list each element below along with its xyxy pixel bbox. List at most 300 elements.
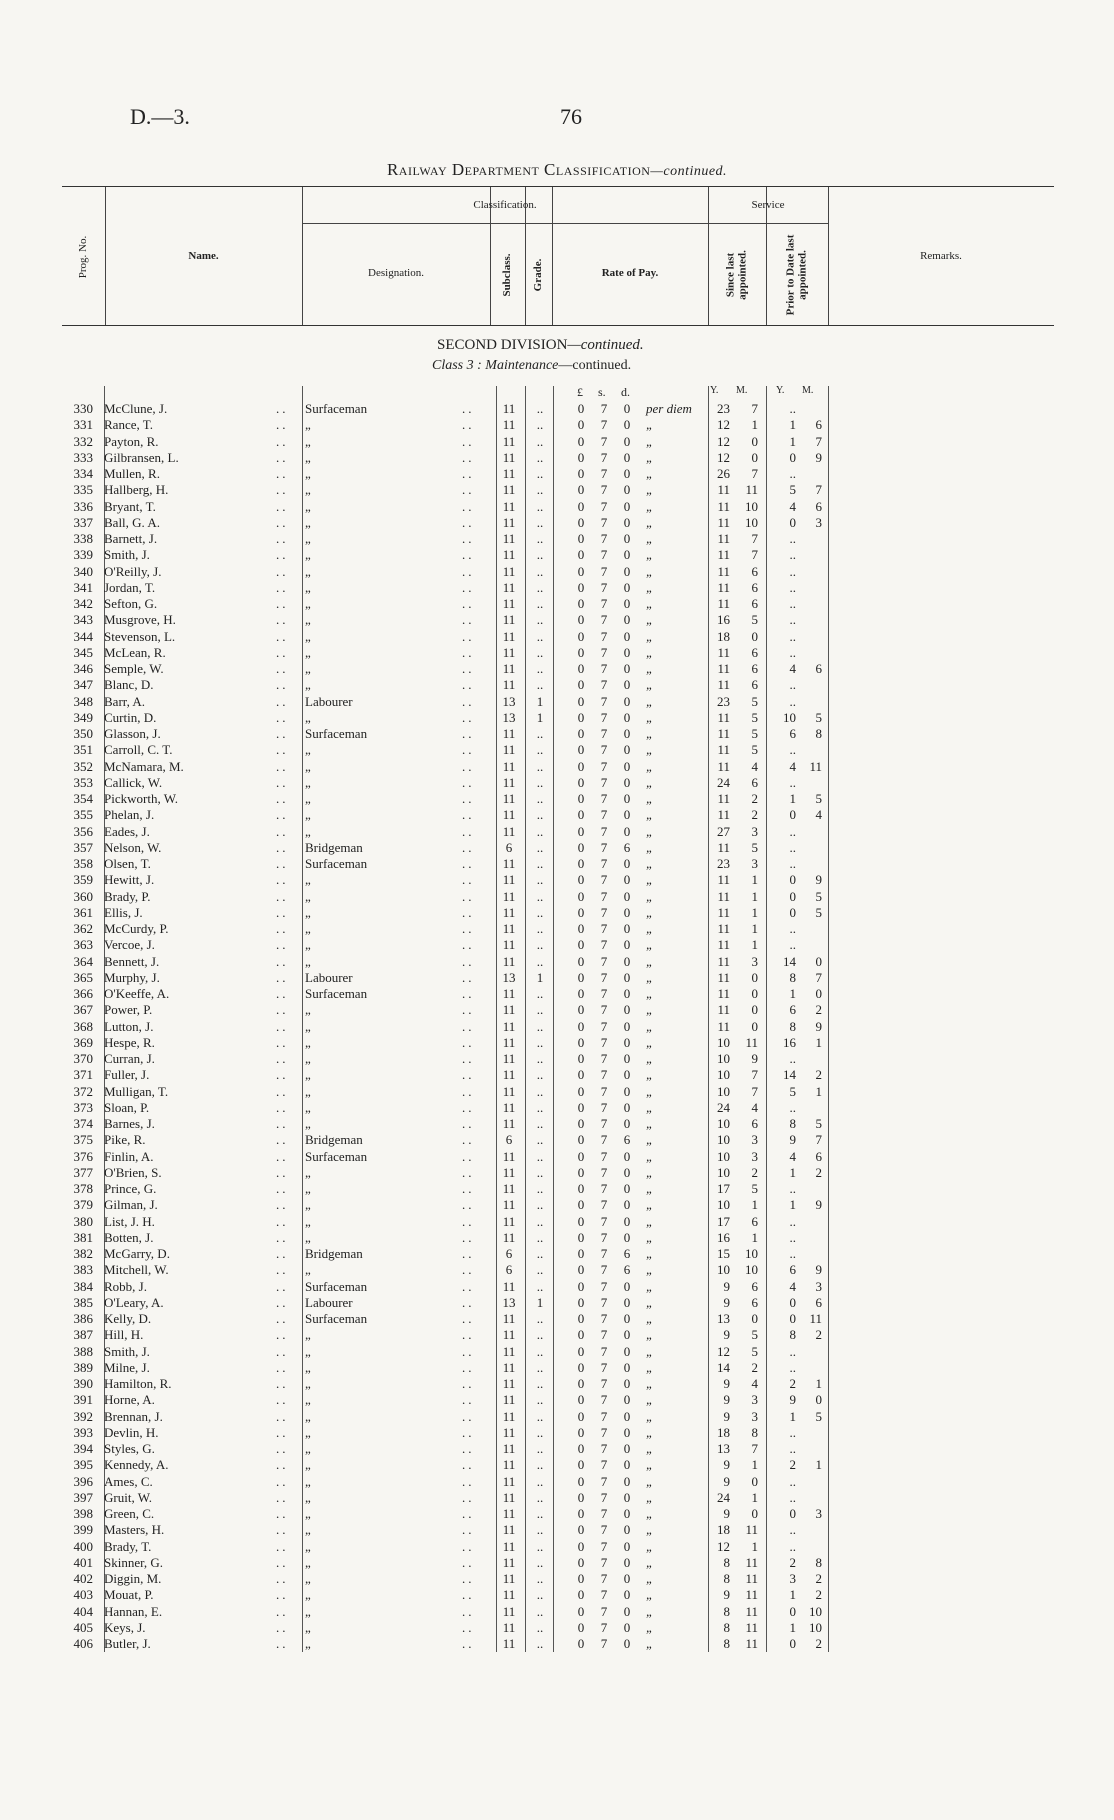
table-row	[0, 612, 1114, 628]
leader-dots: ..	[462, 693, 475, 709]
since-years: 11	[717, 726, 730, 741]
employee-name: Sefton, G.	[104, 596, 158, 611]
since-months: 5	[751, 709, 758, 725]
grade: ..	[536, 888, 544, 904]
grade: 1	[536, 969, 544, 985]
prior-years: ..	[789, 1181, 796, 1196]
subclass: 11	[502, 1489, 516, 1505]
subclass: 11	[502, 823, 516, 839]
grade: ..	[536, 1148, 544, 1164]
leader-dots: ..	[276, 823, 289, 839]
designation: „	[305, 1018, 311, 1034]
designation: „	[305, 677, 311, 693]
subclass: 11	[502, 612, 516, 628]
since-months: 3	[751, 1148, 758, 1164]
pay-pounds: 0	[577, 1051, 585, 1066]
designation: „	[305, 937, 311, 953]
prior-months: 4	[815, 807, 822, 823]
pay-note: „	[646, 644, 654, 660]
pay-shillings: 7	[600, 1522, 608, 1538]
pay-note: „	[646, 547, 654, 563]
prior-years: ..	[789, 856, 796, 871]
prior-months: 6	[815, 498, 822, 514]
pay-pence: 0	[623, 1116, 631, 1131]
pay-pence: 0	[623, 791, 631, 806]
prog-no: 385	[73, 1294, 93, 1310]
designation: „	[305, 1619, 311, 1635]
grade: ..	[536, 596, 544, 611]
designation: „	[305, 563, 311, 579]
pay-note: „	[646, 1522, 654, 1538]
title-suffix: —continued.	[650, 164, 728, 179]
pay-pounds: 0	[577, 839, 585, 855]
pay-pence: 0	[623, 1376, 631, 1391]
since-years: 11	[717, 986, 730, 1001]
leader-dots: ..	[462, 1181, 475, 1196]
prog-no: 397	[73, 1489, 93, 1505]
subclass: 13	[502, 709, 516, 725]
subclass: 11	[502, 791, 516, 806]
employee-name: Mitchell, W.	[104, 1262, 169, 1278]
pay-pounds: 0	[577, 1538, 585, 1554]
subclass: 11	[502, 726, 516, 741]
table-row	[0, 1067, 1114, 1083]
designation: „	[305, 1489, 311, 1505]
since-months: 8	[751, 1424, 758, 1440]
pay-pounds: 0	[577, 791, 585, 806]
table-row	[0, 1360, 1114, 1376]
pay-pence: 0	[623, 433, 631, 449]
since-years: 17	[717, 1181, 730, 1196]
leader-dots: ..	[276, 1262, 289, 1278]
subclass: 11	[502, 921, 516, 936]
pay-shillings: 7	[600, 1051, 608, 1066]
grade: ..	[536, 1067, 544, 1083]
since-months: 5	[751, 839, 758, 855]
header-subclass: Subclass.	[501, 253, 514, 297]
prog-no: 391	[73, 1392, 93, 1408]
leader-dots: ..	[276, 1506, 289, 1521]
since-months: 4	[751, 1376, 758, 1391]
table-row	[0, 1132, 1114, 1148]
prog-no: 386	[73, 1311, 93, 1326]
subclass: 11	[502, 1376, 516, 1391]
pay-pence: 0	[623, 644, 631, 660]
subclass: 11	[502, 1002, 516, 1018]
employee-name: Horne, A.	[104, 1392, 155, 1408]
leader-dots: ..	[462, 1246, 475, 1261]
since-years: 8	[723, 1603, 730, 1619]
table-row	[0, 742, 1114, 758]
leader-dots: ..	[462, 1489, 475, 1505]
pay-pounds: 0	[577, 1099, 585, 1115]
leader-dots: ..	[276, 1278, 289, 1294]
employee-name: Brennan, J.	[104, 1408, 163, 1424]
table-row	[0, 1425, 1114, 1441]
since-years: 11	[717, 482, 730, 498]
leader-dots: ..	[462, 1294, 475, 1310]
designation: Surfaceman	[305, 986, 368, 1001]
prog-no: 374	[73, 1116, 93, 1131]
pay-pence: 0	[623, 921, 631, 936]
grade: ..	[536, 677, 544, 693]
pay-pounds: 0	[577, 904, 585, 920]
designation: „	[305, 1213, 311, 1229]
table-row	[0, 1457, 1114, 1473]
prog-no: 350	[73, 726, 93, 741]
prior-years: 0	[789, 1311, 796, 1326]
table-row	[0, 1165, 1114, 1181]
pay-pounds: 0	[577, 514, 585, 530]
leader-dots: ..	[276, 1538, 289, 1554]
pay-shillings: 7	[600, 904, 608, 920]
employee-name: Eades, J.	[104, 823, 150, 839]
subclass: 11	[502, 449, 516, 465]
since-years: 26	[717, 466, 730, 481]
pay-pence: 0	[623, 612, 631, 628]
designation: „	[305, 433, 311, 449]
pay-pence: 0	[623, 661, 631, 676]
employee-name: Green, C.	[104, 1506, 155, 1521]
leader-dots: ..	[462, 1473, 475, 1489]
leader-dots: ..	[462, 1116, 475, 1131]
table-row	[0, 1522, 1114, 1538]
prior-months: 6	[815, 1148, 822, 1164]
prior-months: 1	[815, 1457, 822, 1473]
designation: „	[305, 1051, 311, 1066]
pay-pounds: 0	[577, 774, 585, 790]
employee-name: Power, P.	[104, 1002, 153, 1018]
employee-name: Bennett, J.	[104, 953, 160, 969]
leader-dots: ..	[276, 742, 289, 758]
employee-name: Butler, J.	[104, 1636, 151, 1651]
prior-years: 4	[789, 758, 796, 774]
prog-no: 330	[73, 401, 93, 416]
pay-pounds: 0	[577, 1522, 585, 1538]
subclass: 11	[502, 498, 516, 514]
grade: ..	[536, 742, 544, 758]
pay-pence: 0	[623, 856, 631, 871]
leader-dots: ..	[276, 758, 289, 774]
pay-pence: 0	[623, 1034, 631, 1050]
leader-dots: ..	[462, 1522, 475, 1538]
subclass: 11	[502, 856, 516, 871]
prior-years: ..	[789, 547, 796, 563]
leader-dots: ..	[276, 1213, 289, 1229]
leader-dots: ..	[462, 726, 475, 741]
leader-dots: ..	[276, 612, 289, 628]
designation: „	[305, 1457, 311, 1473]
leader-dots: ..	[276, 807, 289, 823]
pay-pence: 0	[623, 1229, 631, 1245]
since-years: 13	[717, 1441, 730, 1456]
pay-pounds: 0	[577, 1116, 585, 1131]
since-months: 9	[751, 1051, 758, 1066]
designation: „	[305, 742, 311, 758]
pay-pounds: 0	[577, 1343, 585, 1359]
since-years: 12	[717, 1343, 730, 1359]
prog-no: 370	[73, 1051, 93, 1066]
grade: ..	[536, 1229, 544, 1245]
prog-no: 357	[73, 839, 93, 855]
pay-pounds: 0	[577, 1148, 585, 1164]
pay-note: „	[646, 1262, 654, 1278]
prior-years: ..	[789, 1538, 796, 1554]
subclass: 11	[502, 1229, 516, 1245]
pay-note: „	[646, 514, 654, 530]
subclass: 11	[502, 742, 516, 758]
pay-shillings: 7	[600, 1392, 608, 1408]
leader-dots: ..	[276, 1603, 289, 1619]
leader-dots: ..	[462, 709, 475, 725]
pay-pounds: 0	[577, 433, 585, 449]
header-grade: Grade.	[532, 258, 545, 292]
leader-dots: ..	[276, 921, 289, 936]
unit-prior-months: M.	[802, 385, 814, 396]
employee-name: O'Reilly, J.	[104, 563, 162, 579]
table-row	[0, 499, 1114, 515]
table-row	[0, 1197, 1114, 1213]
pay-pounds: 0	[577, 449, 585, 465]
designation: Surfaceman	[305, 401, 368, 416]
employee-name: Hill, H.	[104, 1327, 144, 1343]
prior-months: 2	[815, 1571, 822, 1586]
table-row	[0, 1490, 1114, 1506]
pay-note: „	[646, 1148, 654, 1164]
pay-pence: 0	[623, 1457, 631, 1473]
designation: „	[305, 1587, 311, 1603]
designation: „	[305, 417, 311, 433]
pay-pence: 0	[623, 547, 631, 563]
designation: „	[305, 661, 311, 676]
employee-name: O'Keeffe, A.	[104, 986, 170, 1001]
pay-note: „	[646, 937, 654, 953]
prog-no: 383	[73, 1262, 93, 1278]
prior-years: 4	[789, 1148, 796, 1164]
pay-pounds: 0	[577, 888, 585, 904]
employee-name: Curran, J.	[104, 1051, 155, 1066]
designation: Labourer	[305, 1294, 353, 1310]
subclass: 11	[502, 1067, 516, 1083]
page-title	[0, 160, 1114, 180]
prior-years: ..	[789, 839, 796, 855]
prior-months: 9	[815, 1197, 822, 1213]
since-months: 0	[751, 969, 758, 985]
table-row	[0, 645, 1114, 661]
subclass: 11	[502, 1424, 516, 1440]
prior-years: 4	[789, 498, 796, 514]
pay-pounds: 0	[577, 1213, 585, 1229]
employee-name: Phelan, J.	[104, 807, 155, 823]
pay-pounds: 0	[577, 1278, 585, 1294]
subclass: 11	[502, 417, 516, 433]
leader-dots: ..	[462, 856, 475, 871]
pay-pence: 0	[623, 1294, 631, 1310]
since-years: 11	[717, 872, 730, 888]
pay-pounds: 0	[577, 498, 585, 514]
designation: Surfaceman	[305, 1148, 368, 1164]
prog-no: 403	[73, 1587, 93, 1603]
designation: Surfaceman	[305, 726, 368, 741]
since-months: 6	[751, 596, 758, 611]
prior-months: 10	[809, 1619, 822, 1635]
table-row	[0, 824, 1114, 840]
subclass: 11	[502, 904, 516, 920]
grade: ..	[536, 579, 544, 595]
leader-dots: ..	[276, 1441, 289, 1456]
pay-pence: 0	[623, 1554, 631, 1570]
table-row	[0, 1262, 1114, 1278]
table-row	[0, 434, 1114, 450]
leader-dots: ..	[462, 677, 475, 693]
since-years: 12	[717, 417, 730, 433]
since-months: 1	[751, 417, 758, 433]
subclass: 11	[502, 628, 516, 644]
designation: Bridgeman	[305, 1246, 363, 1261]
prior-months: 5	[815, 791, 822, 806]
leader-dots: ..	[276, 579, 289, 595]
pay-pence: 0	[623, 1571, 631, 1586]
prog-no: 348	[73, 693, 93, 709]
leader-dots: ..	[276, 774, 289, 790]
subclass: 11	[502, 1343, 516, 1359]
table-row	[0, 564, 1114, 580]
leader-dots: ..	[276, 709, 289, 725]
prior-months: 8	[815, 1554, 822, 1570]
pay-pence: 0	[623, 774, 631, 790]
since-months: 1	[751, 888, 758, 904]
designation: „	[305, 612, 311, 628]
pay-note: „	[646, 807, 654, 823]
employee-name: Curtin, D.	[104, 709, 157, 725]
pay-pence: 0	[623, 969, 631, 985]
subclass: 11	[502, 1359, 516, 1375]
prior-years: 0	[789, 807, 796, 823]
leader-dots: ..	[462, 1359, 475, 1375]
employee-name: Brady, P.	[104, 888, 151, 904]
employee-name: Ames, C.	[104, 1473, 153, 1489]
prior-years: 0	[789, 514, 796, 530]
employee-name: McClune, J.	[104, 401, 168, 416]
employee-name: Botten, J.	[104, 1229, 154, 1245]
leader-dots: ..	[276, 1376, 289, 1391]
pay-pounds: 0	[577, 1392, 585, 1408]
since-years: 14	[717, 1359, 730, 1375]
pay-note: „	[646, 1311, 654, 1326]
since-years: 9	[723, 1506, 730, 1521]
leader-dots: ..	[276, 986, 289, 1001]
since-years: 10	[717, 1262, 730, 1278]
employee-name: Milne, J.	[104, 1359, 150, 1375]
subclass: 11	[502, 953, 516, 969]
employee-name: Semple, W.	[104, 661, 164, 676]
since-months: 7	[751, 466, 758, 481]
subclass: 11	[502, 401, 516, 416]
leader-dots: ..	[276, 547, 289, 563]
pay-pence: 0	[623, 498, 631, 514]
leader-dots: ..	[276, 1571, 289, 1586]
pay-shillings: 7	[600, 693, 608, 709]
table-row	[0, 775, 1114, 791]
pay-note: „	[646, 1587, 654, 1603]
pay-note: „	[646, 1473, 654, 1489]
subclass: 11	[502, 1327, 516, 1343]
prior-years: 1	[789, 791, 796, 806]
designation: „	[305, 579, 311, 595]
pay-pounds: 0	[577, 1262, 585, 1278]
leader-dots: ..	[276, 791, 289, 806]
pay-shillings: 7	[600, 1197, 608, 1213]
pay-note: „	[646, 612, 654, 628]
since-months: 11	[745, 1571, 758, 1586]
header-rate-of-pay: Rate of Pay.	[601, 267, 659, 279]
since-years: 10	[717, 1083, 730, 1099]
table-row	[0, 1116, 1114, 1132]
subclass: 11	[502, 1164, 516, 1180]
since-years: 11	[717, 661, 730, 676]
since-years: 8	[723, 1619, 730, 1635]
pay-shillings: 7	[600, 807, 608, 823]
designation: „	[305, 1473, 311, 1489]
since-months: 3	[751, 1408, 758, 1424]
pay-shillings: 7	[600, 1408, 608, 1424]
leader-dots: ..	[276, 839, 289, 855]
designation: „	[305, 482, 311, 498]
since-years: 11	[717, 791, 730, 806]
table-row	[0, 1474, 1114, 1490]
pay-note: „	[646, 1067, 654, 1083]
since-months: 6	[751, 1213, 758, 1229]
since-months: 7	[751, 547, 758, 563]
prior-months: 1	[815, 1034, 822, 1050]
designation: „	[305, 644, 311, 660]
since-months: 1	[751, 1489, 758, 1505]
pay-note: „	[646, 1636, 654, 1651]
prog-no: 384	[73, 1278, 93, 1294]
leader-dots: ..	[462, 1587, 475, 1603]
pay-pounds: 0	[577, 986, 585, 1001]
prior-months: 5	[815, 1408, 822, 1424]
pay-pounds: 0	[577, 1164, 585, 1180]
since-years: 23	[717, 856, 730, 871]
leader-dots: ..	[462, 1619, 475, 1635]
leader-dots: ..	[462, 628, 475, 644]
leader-dots: ..	[462, 1213, 475, 1229]
pay-pounds: 0	[577, 1408, 585, 1424]
employee-name: Stevenson, L.	[104, 628, 176, 644]
pay-shillings: 7	[600, 1116, 608, 1131]
leader-dots: ..	[276, 1424, 289, 1440]
pay-pence: 0	[623, 596, 631, 611]
pay-pounds: 0	[577, 563, 585, 579]
employee-name: Ball, G. A.	[104, 514, 160, 530]
grade: ..	[536, 661, 544, 676]
designation: „	[305, 1181, 311, 1196]
pay-pence: 0	[623, 531, 631, 546]
leader-dots: ..	[462, 466, 475, 481]
section-title	[437, 337, 644, 354]
leader-dots: ..	[462, 1083, 475, 1099]
pay-pounds: 0	[577, 466, 585, 481]
subclass: 11	[502, 758, 516, 774]
since-months: 6	[751, 1294, 758, 1310]
designation: „	[305, 823, 311, 839]
prior-years: 4	[789, 661, 796, 676]
pay-pence: 0	[623, 1018, 631, 1034]
pay-note: „	[646, 449, 654, 465]
prior-years: ..	[789, 1359, 796, 1375]
since-years: 9	[723, 1376, 730, 1391]
